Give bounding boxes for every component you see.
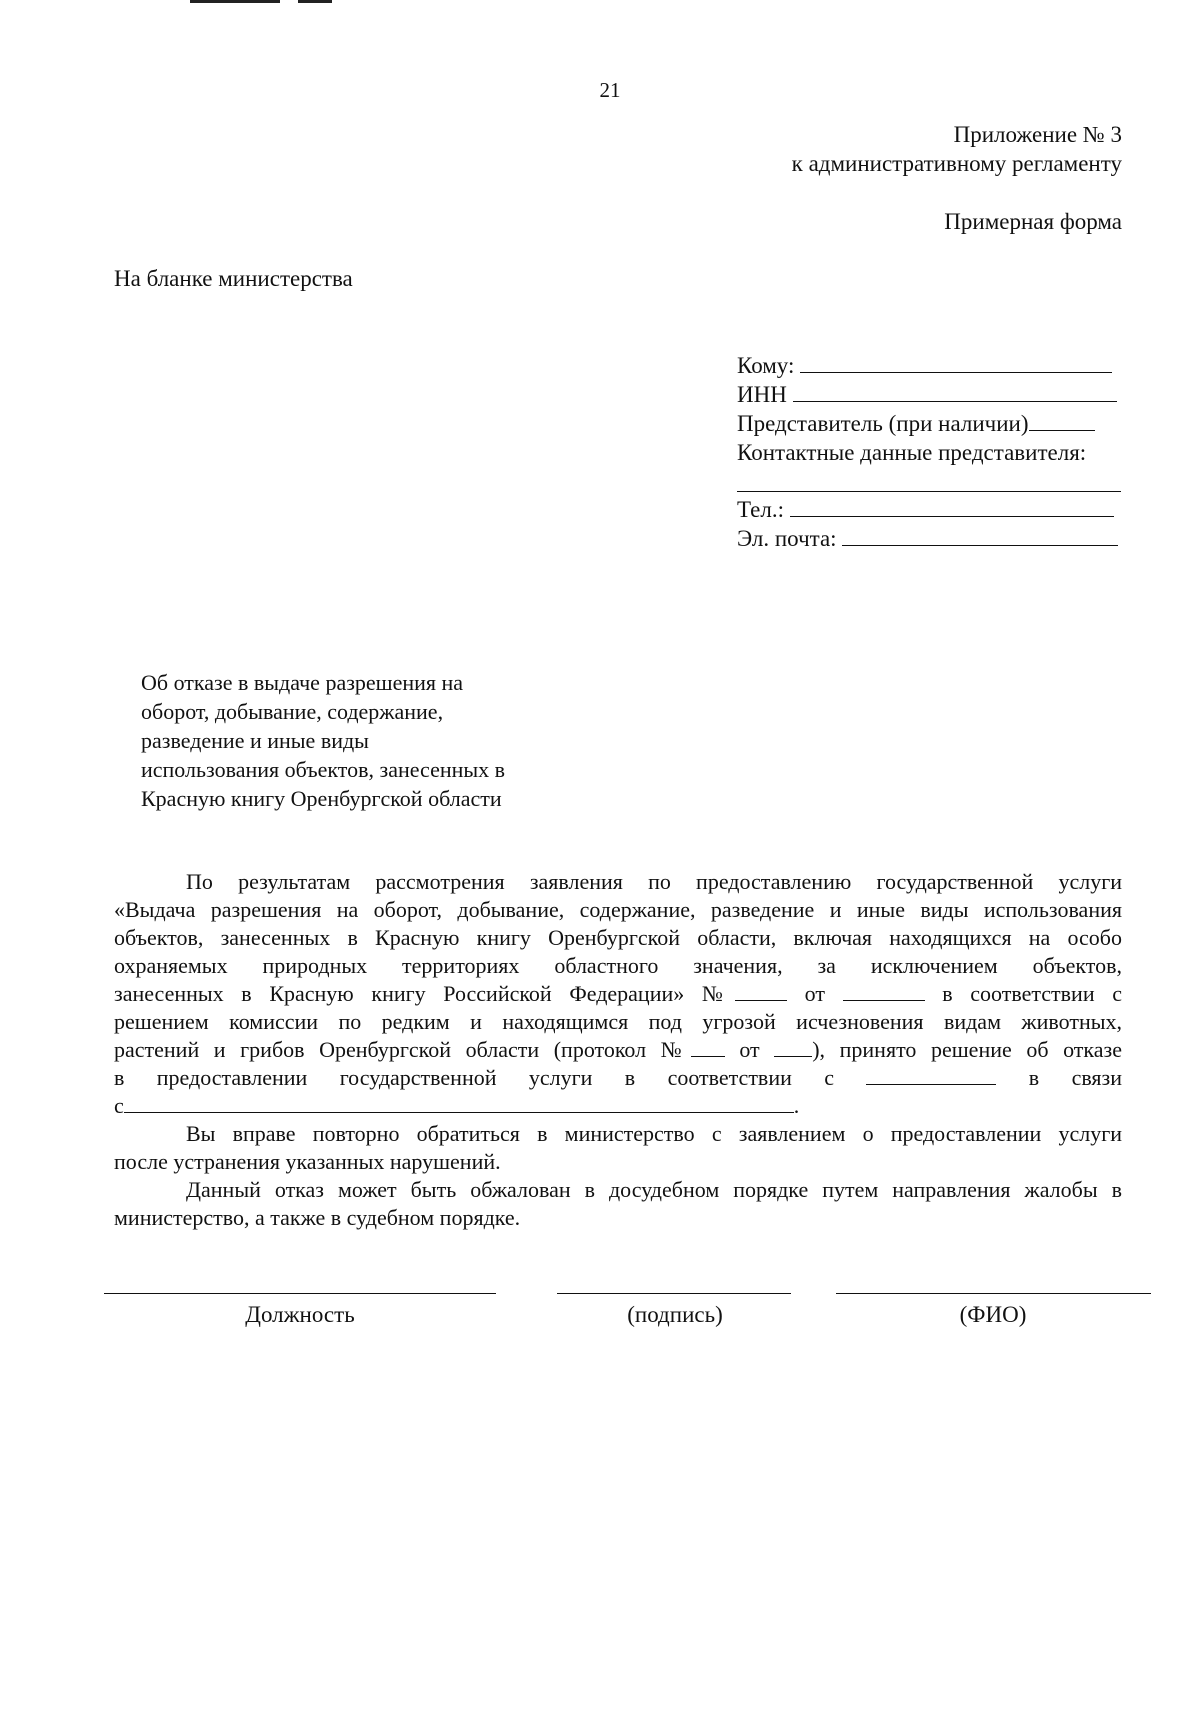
application-date-field[interactable] [843,982,925,1001]
recipient-to-label: Кому: [737,353,795,378]
application-number-field[interactable] [735,982,787,1001]
signature-field[interactable] [557,1293,791,1294]
body-paragraph-1 [114,868,1122,1120]
contacts-label: Контактные данные представителя: [737,440,1087,465]
signature-label: (подпись) [627,1302,723,1327]
name-field[interactable] [836,1293,1151,1294]
representative-label: Представитель (при наличии) [737,411,1029,436]
protocol-number-field[interactable] [691,1038,725,1057]
body-line: Вы вправе повторно обратиться в министерство с заявлением о предоставлении услуги [186,1121,1122,1146]
body-line: решением комиссии по редким и находящимся под угрозой исчезновения видам животных, [114,1009,1122,1034]
letterhead-note: На бланке министерства [114,266,353,291]
body-line: с . [114,1093,800,1118]
body-line: растений и грибов Оренбургской области (протокол № от ), принято решение об отказе [114,1037,1123,1062]
body-paragraph-3 [114,1176,1122,1232]
subject-line: Об отказе в выдаче разрешения на [141,670,464,695]
body-line: охраняемых природных территориях областного значения, за исключением объектов, [114,953,1122,978]
subject-line: использования объектов, занесенных в [141,757,506,782]
body-line: По результатам рассмотрения заявления по предоставлению государственной услуги [186,869,1122,894]
scan-artifact [190,0,280,3]
body-paragraph-2 [114,1120,1122,1176]
recipient-phone [737,497,1114,523]
subject-line: оборот, добывание, содержание, [141,699,444,724]
body-line: «Выдача разрешения на оборот, добывание, содержание, разведение и иные виды использования [114,897,1122,922]
regulation-label: к административному регламенту [791,151,1122,176]
protocol-date-field[interactable] [774,1038,812,1057]
body-line: в предоставлении государственной услуги в соответствии с в связи [114,1065,1123,1090]
page-number: 21 [599,78,621,102]
recipient-inn [737,382,1117,408]
legal-basis-field[interactable] [866,1066,996,1085]
subject-block [141,668,571,813]
contacts-field[interactable] [737,491,1121,492]
recipient-inn-field[interactable] [793,383,1117,402]
position-field[interactable] [104,1293,496,1294]
recipient-representative [737,411,1095,437]
recipient-contacts [737,440,1086,466]
body-line: после устранения указанных нарушений. [114,1149,501,1174]
body-line: Данный отказ может быть обжалован в досудебном порядке путем направления жалобы в [186,1177,1122,1202]
appendix-label: Приложение № 3 [953,122,1122,147]
subject-line: Красную книгу Оренбургской области [141,786,502,811]
body-line: министерство, а также в судебном порядке. [114,1205,521,1230]
scan-artifact [298,0,332,3]
recipient-email [737,526,1118,552]
name-label: (ФИО) [959,1302,1027,1327]
email-label: Эл. почта: [737,526,837,551]
representative-field[interactable] [1029,412,1095,431]
recipient-to [737,353,1112,379]
subject-line: разведение и иные виды [141,728,369,753]
position-label: Должность [245,1302,355,1327]
body-line: занесенных в Красную книгу Российской Федерации» № от в соответствии с [114,981,1123,1006]
phone-label: Тел.: [737,497,784,522]
email-field[interactable] [842,527,1118,546]
body-line: объектов, занесенных в Красную книгу Оренбургской области, включая находящихся на особо [114,925,1122,950]
recipient-to-field[interactable] [800,354,1112,373]
refusal-reason-field[interactable] [124,1094,794,1113]
recipient-inn-label: ИНН [737,382,787,407]
phone-field[interactable] [790,498,1114,517]
form-type-label: Примерная форма [944,209,1122,234]
